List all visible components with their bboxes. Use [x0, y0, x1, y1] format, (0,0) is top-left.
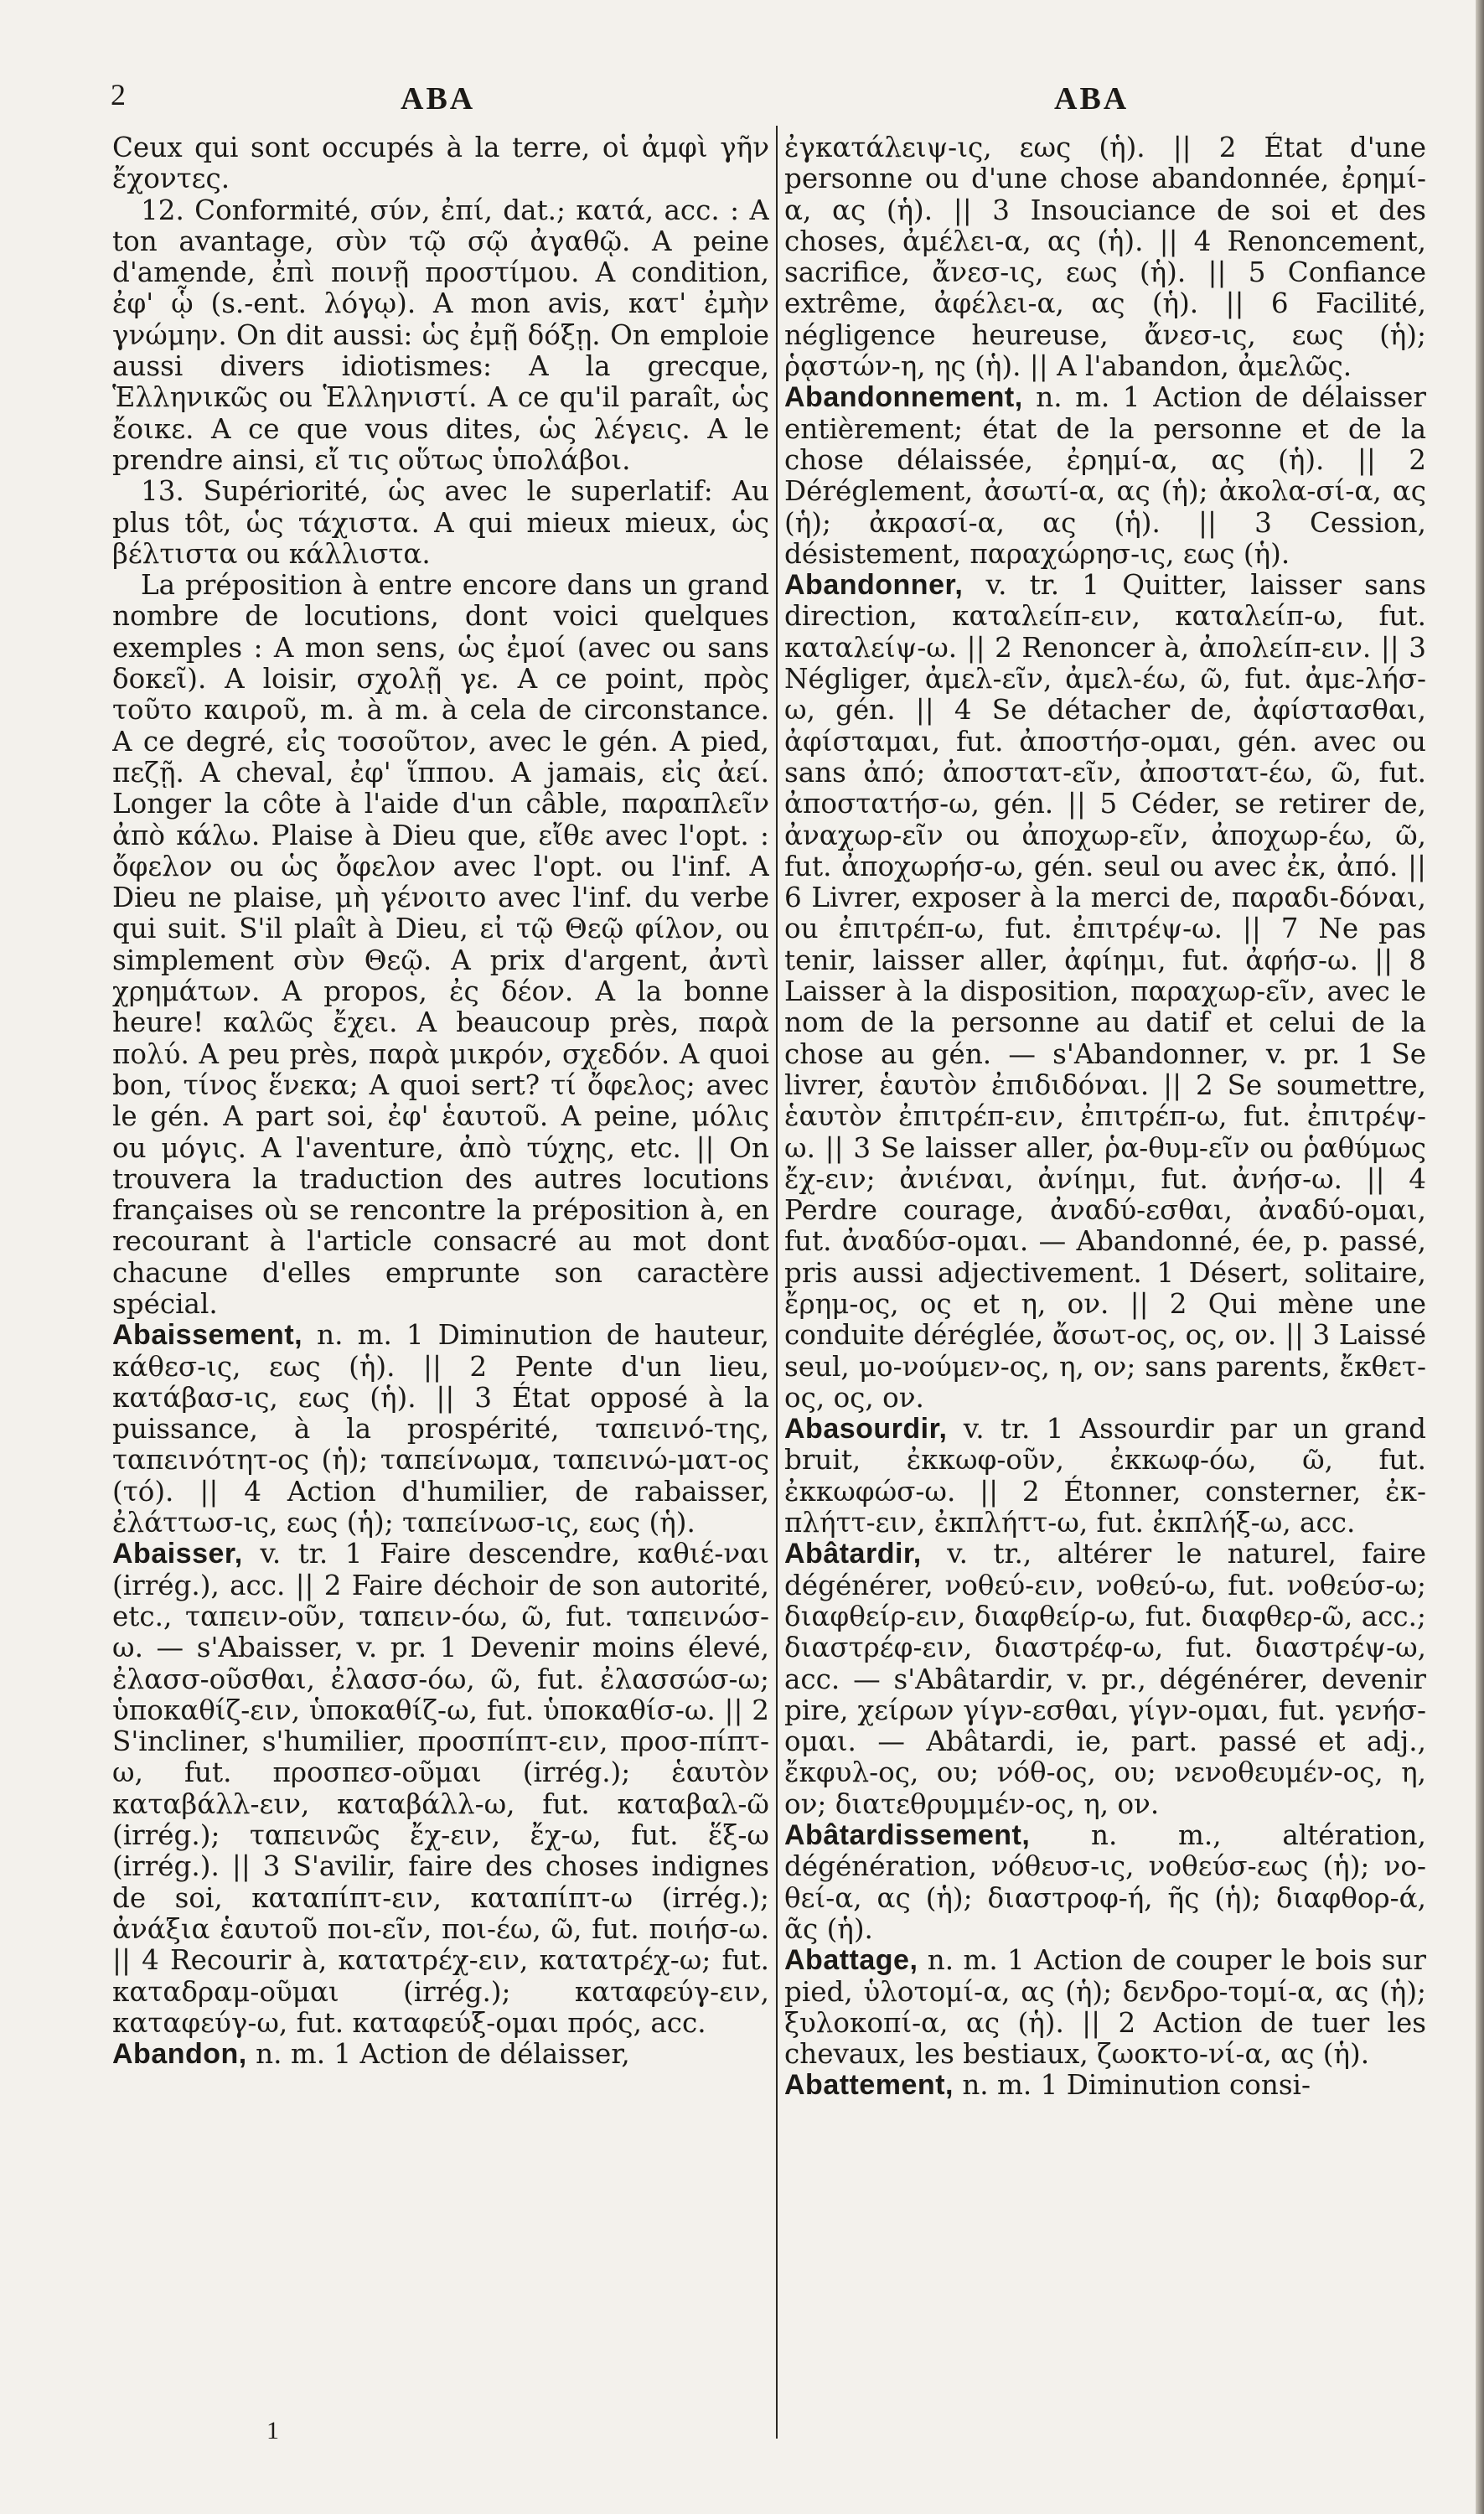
headword: Abandonnement,: [784, 381, 1023, 414]
running-head-left: ABA: [401, 81, 476, 116]
entry-abaissement: [112, 1320, 769, 1539]
definition: n. m. 1 Action de délaisser,: [256, 2038, 630, 2071]
running-head-right: ABA: [1054, 81, 1130, 116]
entry-abatardissement: [784, 1820, 1426, 1945]
headword: Abattage,: [784, 1944, 918, 1977]
headword: Abaisser,: [112, 1538, 243, 1570]
entry-abatardir: [784, 1539, 1426, 1820]
column-divider: [776, 126, 778, 2439]
page-number: 2: [111, 78, 126, 111]
headword: Abandonner,: [784, 569, 964, 602]
signature-mark: 1: [266, 2417, 279, 2444]
headword: Abasourdir,: [784, 1413, 948, 1446]
definition: n. m. 1 Action de couper le bois sur pied, ὑλοτομί-α, ας (ἡ); δενδρο-τομί-α, ας (ἡ); ξυλοκοπί-α, ας (ἡ). || 2 Action de tuer les chevaux, les bestiaux, ζωοκτο-νί-α, ας (ἡ).: [784, 1944, 1426, 2071]
page-edge: [1476, 0, 1484, 2514]
definition: v. tr. 1 Quitter, laisser sans direction, καταλείπ-ειν, καταλείπ-ω, fut. καταλείψ-ω. || 2 Renoncer à, ἀπολείπ-ειν. || 3 Négliger, ἀμελ-εῖν, ἀμελ-έω, ῶ, fut. ἀμε-λήσ-ω, gén. || 4 Se détacher de, ἀφίστασθαι, ἀφίσταμαι, fut. ἀποστήσ-ομαι, gén. avec ou sans ἀπό; ἀποστατ-εῖν, ἀποστατ-έω, ῶ, fut. ἀποστατήσ-ω, gén. || 5 Céder, se retirer de, ἀναχωρ-εῖν ou ἀποχωρ-εῖν, ἀποχωρ-έω, ῶ, fut. ἀποχωρήσ-ω, gén. seul ou avec ἐκ, ἀπό. || 6 Livrer, exposer à la merci de, παραδι-δόναι, ou ἐπιτρέπ-ω, fut. ἐπιτρέψ-ω. || 7 Ne pas tenir, laisser aller, ἀφίημι, fut. ἀφήσ-ω. || 8 Laisser à la disposition, παραχωρ-εῖν, avec le nom de la personne au datif et celui de la chose au gén. — s'Abandonner, v. pr. 1 Se livrer, ἑαυτὸν ἐπιδιδόναι. || 2 Se soumettre, ἑαυτὸν ἐπιτρέπ-ειν, ἐπιτρέπ-ω, fut. ἐπιτρέψ-ω. || 3 Se laisser aller, ῥα-θυμ-εῖν ou ῥαθύμως ἔχ-ειν; ἀνιέναι, ἀνίημι, fut. ἀνήσ-ω. || 4 Perdre courage, ἀναδύ-εσθαι, ἀναδύ-ομαι, fut. ἀναδύσ-ομαι. — Abandonné, ée, p. passé, pris aussi adjectivement. 1 Désert, solitaire, ἔρημ-ος, ος et η, ον. || 2 Qui mène une conduite déréglée, ἄσωτ-ος, ος, ον. || 3 Laissé seul, μο-νούμεν-ος, η, ον; sans parents, ἔκθετ-ος, ος, ον.: [784, 569, 1426, 1414]
entry-abandon: [112, 2039, 769, 2070]
right-column: [784, 132, 1426, 2429]
entry-abattement: [784, 2070, 1426, 2101]
paragraph-superiorite: 13. Supériorité, ὡς avec le superlatif: Au plus tôt, ὡς τάχιστα. A qui mieux mieux, ὡς βέλτιστα ou κάλλιστα.: [112, 475, 769, 570]
headword: Abaissement,: [112, 1319, 303, 1352]
entry-abandonnement: [784, 382, 1426, 570]
entry-abasourdir: [784, 1414, 1426, 1539]
definition: n. m. 1 Action de délaisser entièrement; état de la personne et de la chose délaissée, ἐρημί-α, ας (ἡ). || 2 Déréglement, ἀσωτί-α, ας (ἡ); ἀκολα-σί-α, ας (ἡ); ἀκρασί-α, ας (ἡ). || 3 Cession, désistement, παραχώρησ-ις, εως (ἡ).: [784, 381, 1426, 570]
definition: n. m., altération, dégénération, νόθευσ-ις, νοθεύσ-εως (ἡ); νο-θεί-α, ας (ἡ); διαστροφ-ή, ῆς (ἡ); διαφθορ-ά, ᾶς (ἡ).: [784, 1819, 1426, 1945]
entry-abandonner: [784, 570, 1426, 1414]
definition: n. m. 1 Diminution consi-: [962, 2069, 1311, 2102]
paragraph-locutions: La préposition à entre encore dans un grand nombre de locutions, dont voici quelques exemples : A mon sens, ὡς ἐμοί (avec ou sans δοκεῖ). A loisir, σχολῇ γε. A ce point, πρὸς τοῦτο καιροῦ, m. à m. à cela de circonstance. A ce degré, εἰς τοσοῦτον, avec le gén. A pied, πεζῇ. A cheval, ἐφ' ἵππου. A jamais, εἰς ἀεί. Longer la côte à l'aide d'un câble, παραπλεῖν ἀπὸ κάλω. Plaise à Dieu que, εἴθε avec l'opt. : ὄφελον ou ὡς ὄφελον avec l'opt. ou l'inf. A Dieu ne plaise, μὴ γένοιτο avec l'inf. du verbe qui suit. S'il plaît à Dieu, εἰ τῷ Θεῷ φίλον, ou simplement σὺν Θεῷ. A prix d'argent, ἀντὶ χρημάτων. A propos, ἐς δέον. A la bonne heure! καλῶς ἔχει. A beaucoup près, παρὰ πολύ. A peu près, παρὰ μικρόν, σχεδόν. A quoi bon, τίνος ἕνεκα; A quoi sert? τί ὄφελος; avec le gén. A part soi, ἐφ' ἑαυτοῦ. A peine, μόλις ou μόγις. A l'aventure, ἀπὸ τύχης, etc. || On trouvera la traduction des autres locutions françaises où se rencontre la préposition à, en recourant à l'article consacré au mot dont chacune d'elles emprunte son caractère spécial.: [112, 569, 769, 1320]
entry-abattage: [784, 1945, 1426, 2070]
paragraph-conformite: 12. Conformité, σύν, ἐπί, dat.; κατά, acc. : A ton avantage, σὺν τῷ σῷ ἀγαθῷ. A peine d'amende, ἐπὶ ποινῇ προστίμου. A condition, ἐφ' ᾧ (s.-ent. λόγῳ). A mon avis, κατ' ἐμὴν γνώμην. On dit aussi: ὡς ἐμῇ δόξῃ. On emploie aussi divers idiotismes: A la grecque, Ἑλληνικῶς ou Ἑλληνιστί. A ce qu'il paraît, ὡς ἔοικε. A ce que vous dites, ὡς λέγεις. A le prendre ainsi, εἴ τις οὕτως ὑπολάβοι.: [112, 194, 769, 476]
definition: n. m. 1 Diminution de hauteur, κάθεσ-ις, εως (ἡ). || 2 Pente d'un lieu, κατάβασ-ις, εως (ἡ). || 3 État opposé à la puissance, à la prospérité, ταπεινό-της, ταπεινότητ-ος (ἡ); ταπείνωμα, ταπεινώ-ματ-ος (τό). || 4 Action d'humilier, de rabaisser, ἐλάττωσ-ις, εως (ἡ); ταπείνωσ-ις, εως (ἡ).: [112, 1319, 769, 1539]
left-column: [112, 132, 769, 2429]
definition: v. tr. 1 Assourdir par un grand bruit, ἐκκωφ-οῦν, ἐκκωφ-όω, ῶ, fut. ἐκκωφώσ-ω. || 2 Étonner, consterner, ἐκ-πλήττ-ειν, ἐκπλήττ-ω, fut. ἐκπλήξ-ω, acc.: [784, 1413, 1426, 1539]
headword: Abandon,: [112, 2038, 247, 2071]
headword: Abâtardissement,: [784, 1819, 1031, 1852]
entry-abaisser: [112, 1539, 769, 2039]
definition: v. tr., altérer le naturel, faire dégénérer, νοθεύ-ειν, νοθεύ-ω, fut. νοθεύσ-ω; διαφθείρ-ειν, διαφθείρ-ω, fut. διαφθερ-ῶ, acc.; διαστρέφ-ειν, διαστρέφ-ω, fut. διαστρέψ-ω, acc. — s'Abâtardir, v. pr., dégénérer, devenir pire, χείρων γίγν-εσθαι, γίγν-ομαι, fut. γενήσ-ομαι. — Abâtardi, ie, part. passé et adj., ἔκφυλ-ος, ου; νόθ-ος, ου; νενοθευμέν-ος, η, ον; διατεθρυμμέν-ος, η, ον.: [784, 1538, 1426, 1820]
entry-abandon-continuation: ἐγκατάλειψ-ις, εως (ἡ). || 2 État d'une personne ou d'une chose abandonnée, ἐρημί-α, ας (ἡ). || 3 Insouciance de soi et des choses, ἀμέλει-α, ας (ἡ). || 4 Renoncement, sacrifice, ἄνεσ-ις, εως (ἡ). || 5 Confiance extrême, ἀφέλει-α, ας (ἡ). || 6 Facilité, négligence heureuse, ἄνεσ-ις, εως (ἡ); ῥᾳστών-η, ης (ἡ). || A l'abandon, ἀμελῶς.: [784, 132, 1426, 383]
headword: Abâtardir,: [784, 1538, 922, 1570]
paragraph-continuation: Ceux qui sont occupés à la terre, οἱ ἀμφὶ γῆν ἔχοντες.: [112, 132, 769, 195]
headword: Abattement,: [784, 2069, 954, 2102]
definition: v. tr. 1 Faire descendre, καθιέ-ναι (irrég.), acc. || 2 Faire déchoir de son autorité, etc., ταπειν-οῦν, ταπειν-όω, ῶ, fut. ταπεινώσ-ω. — s'Abaisser, v. pr. 1 Devenir moins élevé, ἐλασσ-οῦσθαι, ἐλασσ-όω, ῶ, fut. ἐλασσώσ-ω; ὑποκαθίζ-ειν, ὑποκαθίζ-ω, fut. ὑποκαθίσ-ω. || 2 S'incliner, s'humilier, προσπίπτ-ειν, προσ-πίπτ-ω, fut. προσπεσ-οῦμαι (irrég.); ἑαυτὸν καταβάλλ-ειν, καταβάλλ-ω, fut. καταβαλ-ῶ (irrég.); ταπεινῶς ἔχ-ειν, ἔχ-ω, fut. ἕξ-ω (irrég.). || 3 S'avilir, faire des choses indignes de soi, καταπίπτ-ειν, καταπίπτ-ω (irrég.); ἀνάξια ἑαυτοῦ ποι-εῖν, ποι-έω, ῶ, fut. ποιήσ-ω. || 4 Recourir à, κατατρέχ-ειν, κατατρέχ-ω; fut. καταδραμ-οῦμαι (irrég.); καταφεύγ-ειν, καταφεύγ-ω, fut. καταφεύξ-ομαι πρός, acc.: [112, 1538, 769, 2039]
